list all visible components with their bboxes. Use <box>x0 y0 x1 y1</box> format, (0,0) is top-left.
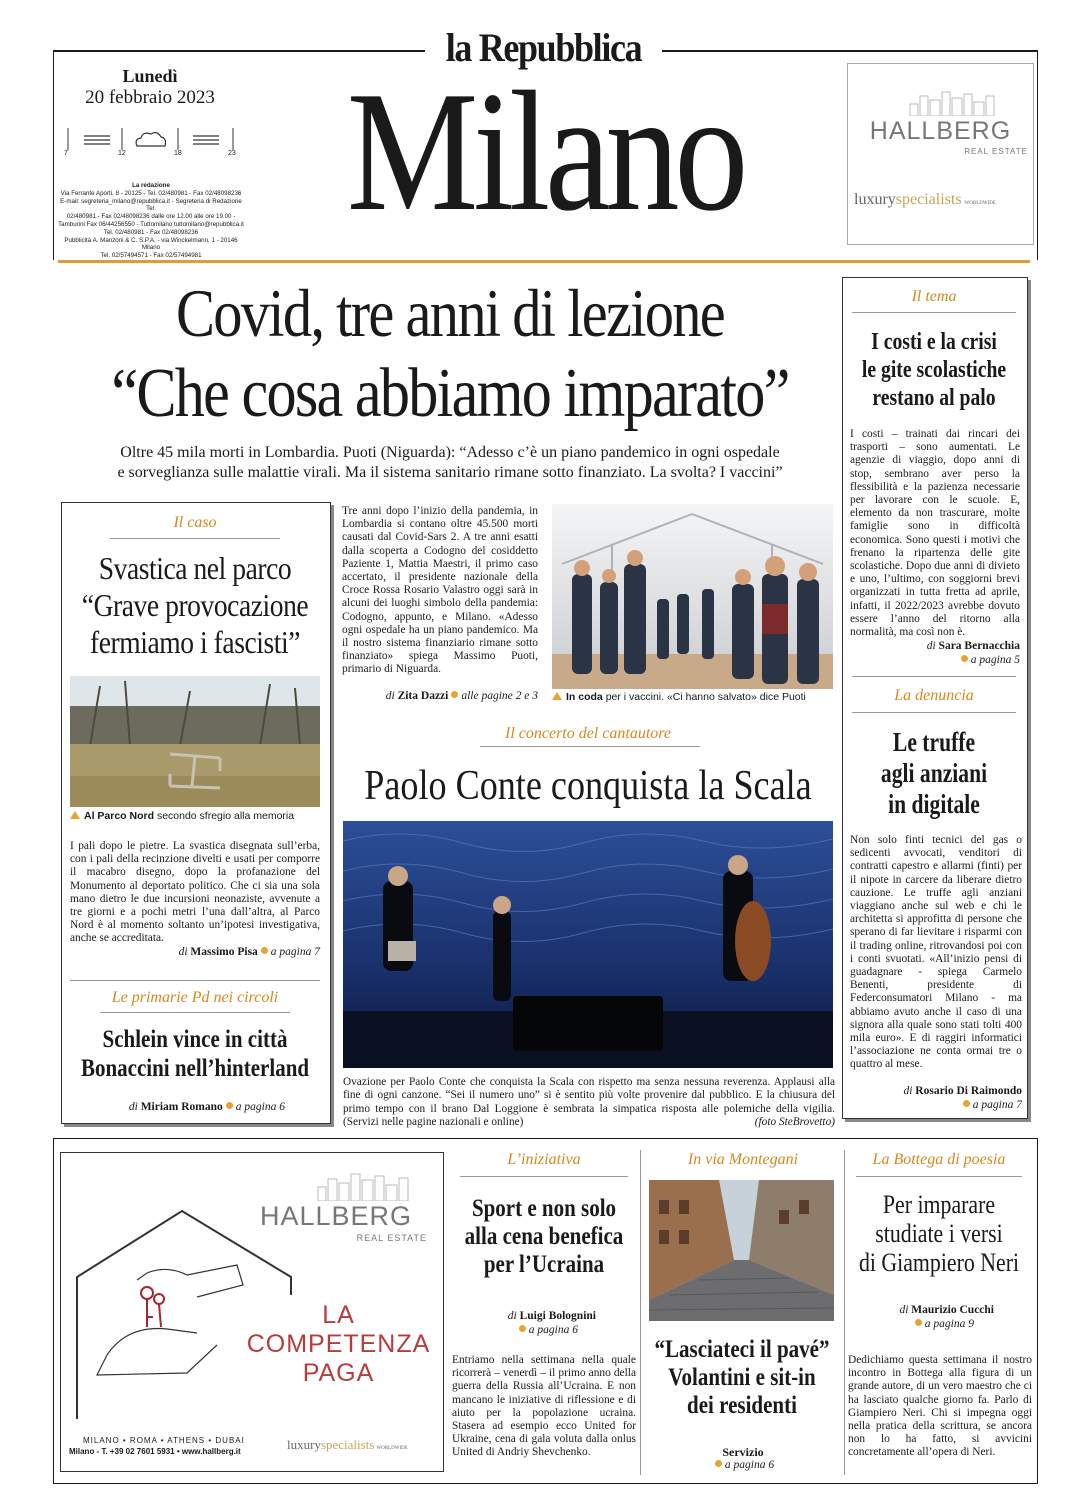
caso-caption-text: secondo sfregio alla memoria <box>156 810 295 822</box>
conte-photo <box>343 821 833 1068</box>
col-rule-1 <box>640 1150 641 1475</box>
bottom-frame-bottom <box>53 1483 1038 1484</box>
temp-1: 12 <box>118 150 126 157</box>
primarie-headline <box>69 1025 321 1083</box>
temp-2: 18 <box>174 150 182 157</box>
bottega-kicker-rule <box>856 1176 1022 1177</box>
bottega-headline-line: di Giampiero Neri <box>858 1248 1020 1277</box>
caso-headline-line: “Grave provocazione <box>81 587 309 623</box>
bottom-ad-tagline <box>287 1437 437 1453</box>
lead-headline-1: Covid, tre anni di lezione <box>175 275 725 351</box>
conte-headline: Paolo Conte conquista la Scala <box>364 763 812 809</box>
denuncia-headline-line: Le truffe <box>892 727 976 757</box>
iniziativa-page <box>452 1324 578 1336</box>
tema-byline: di Sara Bernacchia <box>926 640 1020 652</box>
lead-caption-bold: In coda <box>566 691 603 703</box>
caso-kicker: Il caso <box>173 514 217 531</box>
masthead-rule-right <box>662 50 1038 52</box>
bottom-frame-left <box>53 1138 54 1483</box>
iniziativa-headline-line: Sport e non solo <box>471 1195 617 1222</box>
bottom-ad-brand: HALLBERG <box>259 1201 413 1231</box>
bottega-headline-line: Per imparare <box>882 1190 996 1219</box>
conte-kicker-rule <box>480 746 700 747</box>
lead-photo-caption <box>552 691 842 703</box>
tema-kicker-rule <box>852 312 1016 313</box>
weather-strip <box>62 122 242 162</box>
scala-concert-photo <box>343 821 833 1068</box>
frame-right <box>1037 50 1038 260</box>
denuncia-page-ref: a pagina 7 <box>972 1099 1022 1111</box>
bottega-author: Maurizio Cucchi <box>911 1304 994 1316</box>
lead-photo <box>552 504 833 689</box>
caso-author: Massimo Pisa <box>190 946 258 958</box>
lead-body: Tre anni dopo l’inizio della pandemia, in Lombardia si contano oltre 45.500 morti causati dal Covid-Sars 2. A tre anni esatti dalla scoperta a Codogno del cosiddetto Paziente 1, Mattia Maestri, il primo caso accertato, il presidente nazionale della Croce Rossa Rosario Valastro oggi sarà in alcuni dei luoghi simbolo della pandemia: Codogno, appunto, e Milano. «Adesso ogni ospedale ha un piano pandemico. Ma il nostro sistema finanziario rimane sotto finanziato» spiega Massimo Puoti, primario di Niguarda. <box>342 505 538 676</box>
primarie-headline-line: Schlein vince in città <box>102 1026 288 1053</box>
montegani-photo <box>649 1180 834 1321</box>
skyline-icon <box>908 90 998 116</box>
paper-name: la Repubblica <box>445 25 642 70</box>
primarie-byline: di Miriam Romano a pagina 6 <box>128 1101 285 1113</box>
conte-credit: (foto SteBrovetto) <box>754 1115 835 1128</box>
iniziativa-headline-line: per l’Ucraina <box>483 1251 605 1278</box>
street-photo <box>649 1180 834 1321</box>
top-ad[interactable] <box>847 63 1034 245</box>
conte-caption <box>343 1076 835 1129</box>
iniziativa-byline: di Luigi Bolognini <box>507 1310 596 1322</box>
bottega-byline: di Maurizio Cucchi <box>899 1304 994 1316</box>
fog-icon <box>84 136 110 144</box>
iniziativa-body: Entriamo nella settimana nella quale ricorrerà – venerdì – il primo anno della guerra della Russia all’Ucraina. E non mancano le iniziative di riflessione e di aiuto per la popolazione ucraina. Stasera ad esempio ecco United for Ukraine, cena di gala voluta dalla onlus United di Andriy Shevchenko. <box>452 1354 636 1459</box>
caso-headline-line: fermiamo i fascisti” <box>90 624 300 660</box>
montegani-byline: Servizio <box>722 1445 764 1459</box>
lead-byline: di Zita Dazzi alle pagine 2 e 3 <box>385 690 538 702</box>
tema-body: I costi – trainati dai rincari dei trasporti – sono aumentati. Le agenzie di viaggio, dopo anni di stop, sembrano aver perso la flessibilità e la pazienza necessarie per lavorare con le scuole. E, elemento da non trascurare, molte famiglie sono in difficoltà economica. Sono questi i motivi che frenano la ripartenza delle gite scolastiche. Dopo due anni di divieto e uno, l’ultimo, con soggiorni brevi organizzati in tutta fretta ad aprile, infatti, il 2022/2023 avrebbe dovuto essere l’anno del ritorno alla normalità, ma così non è. <box>850 428 1020 639</box>
top-ad-sub: REAL ESTATE <box>964 147 1028 156</box>
primarie-headline-line: Bonaccini nell’hinterland <box>80 1055 310 1082</box>
bottom-ad-slogan <box>241 1301 436 1388</box>
weather-icons <box>62 122 242 162</box>
tag-specialists: specialists <box>895 191 962 208</box>
masthead-rule-left <box>53 50 425 52</box>
park-photo <box>70 676 320 807</box>
caso-separator <box>70 980 320 981</box>
iniziativa-kicker-rule <box>460 1176 628 1177</box>
montegani-page-ref: a pagina 6 <box>724 1459 775 1471</box>
bottega-page-ref: a pagina 9 <box>924 1318 974 1330</box>
tag-worldwide-2: WORLDWIDE <box>376 1446 408 1451</box>
tema-kicker: Il tema <box>911 288 957 305</box>
bottom-ad[interactable] <box>60 1152 444 1472</box>
slogan-line: LA <box>322 1301 355 1329</box>
iniziativa-kicker: L’iniziativa <box>507 1151 581 1168</box>
denuncia-page <box>850 1099 1022 1111</box>
col-rule-2 <box>844 1150 845 1475</box>
tema-headline-line: restano al palo <box>872 385 996 411</box>
orange-divider <box>58 260 1030 263</box>
lead-deck-line1: Oltre 45 mila morti in Lombardia. Puoti (Niguarda): “Adesso c’è un piano pandemico in ogni ospedale <box>120 444 780 461</box>
caso-body: I pali dopo le pietre. La svastica disegnata sull’erba, con i pali della recinzione divelti e usati per comporre il macabro disegno, dopo la profanazione del Monumento al deportato politico. Che ci sia una sola mano dietro le due incursioni neonaziste, avvenute a tre giorni e a pochi metri l’una dall’altra, al Parco Nord è al momento soltanto un’ipotesi investigativa, anche se accreditata. <box>70 840 320 945</box>
denuncia-headline <box>852 727 1015 820</box>
bottega-page <box>850 1318 974 1330</box>
tag-worldwide: WORLDWIDE <box>964 201 996 206</box>
caso-headline-line: Svastica nel parco <box>98 550 292 586</box>
tema-page-ref: a pagina 5 <box>970 654 1020 666</box>
conte-kicker: Il concerto del cantautore <box>504 725 672 742</box>
redazione-line: Via Ferrante Aporti, 8 - 20125 - Tel. 02/480981 - Fax 02/48098236 <box>60 189 242 197</box>
bottom-frame-top <box>53 1138 1038 1139</box>
fog-icon-2 <box>193 136 219 144</box>
montegani-headline-line: Volantini e sit-in <box>668 1364 816 1391</box>
tema-author: Sara Bernacchia <box>938 640 1020 652</box>
slogan-line: COMPETENZA <box>246 1330 431 1358</box>
conte-caption-text: Ovazione per Paolo Conte che conquista la Scala con rispetto ma senza nessuna reverenza. Applausi alla fine di ogni canzone. “Sei il numero uno” si è sentito più volte provenire dal pubblico. E la chiusura del primo tempo con il brano Dal Loggione è sembrata la simpatica risposta alle polemiche della vigilia. (Servizi nelle pagine nazionali e online) <box>343 1076 835 1128</box>
caso-kicker-rule <box>110 538 280 539</box>
redazione-line: 02/480981 - Fax 02/48098236 dalle ore 12.00 alle ore 19.00 - <box>66 213 236 221</box>
redazione-line: Tel. 02/480981 - Fax 02/48098236 <box>103 228 199 236</box>
redazione-line: Tel. 02/57494571 - Fax 02/57494981 <box>100 252 202 260</box>
tag-specialists-2: specialists <box>320 1437 375 1452</box>
montegani-headline <box>650 1336 835 1420</box>
temp-0: 7 <box>64 150 68 157</box>
caso-photo <box>70 676 320 807</box>
caso-page-ref: a pagina 7 <box>270 946 320 958</box>
montegani-kicker: In via Montegani <box>687 1151 799 1168</box>
montegani-headline-line: “Lasciateci il pavé” <box>654 1336 830 1363</box>
queue-photo <box>552 504 833 689</box>
edition-title: Milano <box>346 57 744 247</box>
tema-separator <box>852 676 1016 677</box>
caso-byline: di Massimo Pisa a pagina 7 <box>178 946 320 958</box>
primarie-author: Miriam Romano <box>140 1101 223 1113</box>
lead-author: Zita Dazzi <box>397 690 449 702</box>
lead-page-ref: alle pagine 2 e 3 <box>461 690 538 702</box>
primarie-kicker: Le primarie Pd nei circoli <box>111 989 279 1006</box>
edition-day: Lunedì <box>122 66 178 86</box>
denuncia-headline-line: in digitale <box>888 789 980 819</box>
tag-luxury-2: luxury <box>287 1437 321 1452</box>
bottom-ad-contact[interactable]: Milano - T. +39 02 7601 5931 • www.hallberg.it <box>69 1447 241 1456</box>
denuncia-author: Rosario Di Raimondo <box>915 1085 1022 1097</box>
caso-headline <box>70 550 319 661</box>
denuncia-body: Non solo finti tecnici del gas o sedicenti avvocati, venditori di contratti capestro e allarmi (finti) per il nipote in carcere da liberare dietro cauzione. Le truffe agli anziani viaggiano anche sul web e chi le architetta si approfitta di persone che sperano di far lievitare i risparmi con il trading online, ritrovandosi poi con i conti svuotati. «All’inizio pensi di guadagnare - spiega Carmelo Benenti, presidente di Federconsumatori Milano - ma abbiamo avuto anche il caso di una signora alla quale sono stati tolti 400 mila euro». E di raggiri informatici l’associazione ne conta ormai tre o quattro al mese. <box>850 834 1022 1071</box>
denuncia-byline: di Rosario Di Raimondo <box>903 1085 1022 1097</box>
tag-luxury: luxury <box>854 191 896 208</box>
tema-headline <box>850 328 1017 412</box>
redazione-line: Tamburini Fax 06/44256550 - Tuttomilano tuttomilano@repubblica.it <box>58 220 244 228</box>
skyline-icon-2 <box>316 1171 416 1201</box>
bottega-headline-line: studiate i versi <box>875 1219 1003 1248</box>
lead-caption-text: per i vaccini. «Ci hanno salvato» dice Puoti <box>605 691 806 703</box>
montegani-headline-line: dei residenti <box>687 1392 797 1419</box>
tema-page <box>850 654 1020 666</box>
redazione-title: La redazione <box>132 182 170 189</box>
denuncia-headline-line: agli anziani <box>880 758 988 788</box>
iniziativa-headline-line: alla cena benefica <box>464 1223 624 1250</box>
lead-headline-2: “Che cosa abbiamo imparato” <box>111 355 789 432</box>
denuncia-kicker: La denuncia <box>894 687 974 704</box>
bottom-ad-cities: MILANO • ROMA • ATHENS • DUBAI <box>83 1436 245 1445</box>
iniziativa-author: Luigi Bolognini <box>519 1310 596 1322</box>
redazione-line: Pubblicità A. Manzoni & C. S.P.A. - via Winckelmann, 1 - 20146 Milano <box>64 236 238 252</box>
montegani-page <box>645 1459 841 1471</box>
bottom-ad-sub: REAL ESTATE <box>356 1233 427 1243</box>
temp-3: 23 <box>228 150 236 157</box>
lead-deck <box>60 443 840 483</box>
iniziativa-page-ref: a pagina 6 <box>528 1324 578 1336</box>
cloud-icon <box>136 133 165 146</box>
tema-headline-line: I costi e la crisi <box>871 329 997 355</box>
redazione-box <box>58 182 244 260</box>
caso-photo-caption <box>70 810 330 822</box>
caso-caption-bold: Al Parco Nord <box>84 810 155 822</box>
bottega-kicker: La Bottega di poesia <box>872 1151 1006 1168</box>
frame-left <box>53 50 54 260</box>
bottega-headline <box>847 1190 1030 1277</box>
lead-deck-line2: e sorveglianza sulle malattie virali. Ma il sistema sanitario rimane sotto finanziato. La svolta? I vaccini” <box>117 464 783 481</box>
denuncia-kicker-rule <box>852 712 1016 713</box>
key-icon <box>141 1287 164 1327</box>
primarie-page-ref: a pagina 6 <box>235 1101 285 1113</box>
bottom-frame-right <box>1037 1138 1038 1483</box>
top-ad-tagline <box>854 191 1029 209</box>
tema-headline-line: le gite scolastiche <box>861 357 1007 383</box>
iniziativa-headline <box>457 1195 632 1279</box>
slogan-line: PAGA <box>302 1359 375 1387</box>
top-ad-brand: HALLBERG <box>869 117 1012 145</box>
edition-date: 20 febbraio 2023 <box>85 87 215 108</box>
primarie-kicker-rule <box>100 1012 290 1013</box>
bottega-body: Dedichiamo questa settimana il nostro incontro in Bottega alla figura di un grande autore, di un vero maestro che ci ha lasciato qualche giorno fa. Parlo di Giampiero Neri. Chi si impegna oggi nella pratica della scrittura, se ancora non lo ha fatto, si avvicini concretamente all’opera di Neri. <box>848 1354 1032 1459</box>
redazione-line: E-mail: segreteria_milano@repubblica.it - Segreteria di Redazione Tel. <box>60 197 242 213</box>
